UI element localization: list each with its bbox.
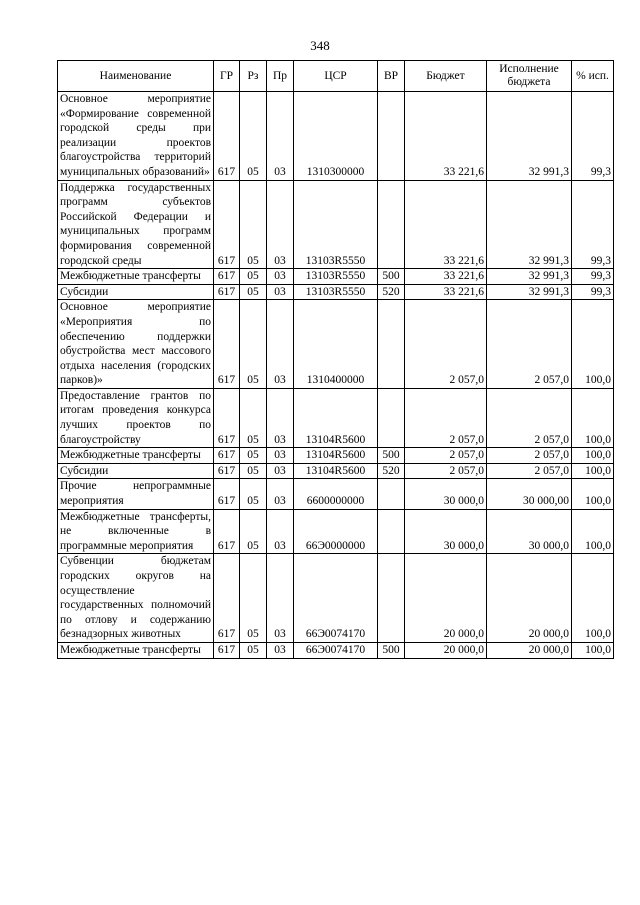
header-rz: Рз [240,61,267,92]
cell-csr: 13103R5550 [294,180,378,269]
cell-pr: 03 [267,448,294,464]
cell-budget: 33 221,6 [405,92,487,181]
cell-budget: 20 000,0 [405,642,487,658]
table-row [58,92,614,181]
cell-name: Основное мероприятие «Мероприятия по обеспечению поддержки обустройства мест массового отдыха населения (городских парков)» [58,300,214,389]
table-row [58,388,614,447]
cell-csr: 66Э0000000 [294,509,378,554]
cell-percent: 99,3 [572,269,614,285]
cell-name: Поддержка государственных программ субъектов Российской Федерации и муниципальных программ формирования современной городской среды [58,180,214,269]
table-row [58,448,614,464]
cell-gr: 617 [214,642,240,658]
cell-execution: 2 057,0 [487,448,572,464]
cell-vr [378,300,405,389]
cell-execution: 20 000,0 [487,554,572,643]
cell-budget: 2 057,0 [405,463,487,479]
cell-gr: 617 [214,284,240,300]
cell-pr: 03 [267,509,294,554]
cell-execution: 32 991,3 [487,92,572,181]
cell-name: Субсидии [58,284,214,300]
cell-budget: 30 000,0 [405,479,487,509]
cell-rz: 05 [240,300,267,389]
budget-table [57,60,614,659]
cell-vr: 500 [378,448,405,464]
cell-gr: 617 [214,554,240,643]
cell-percent: 100,0 [572,642,614,658]
cell-gr: 617 [214,509,240,554]
cell-name: Межбюджетные трансферты [58,269,214,285]
header-vr: ВР [378,61,405,92]
cell-pr: 03 [267,388,294,447]
cell-execution: 30 000,00 [487,479,572,509]
cell-csr: 13104R5600 [294,463,378,479]
cell-vr [378,554,405,643]
table-row [58,642,614,658]
cell-csr: 66Э0074170 [294,642,378,658]
cell-rz: 05 [240,180,267,269]
cell-rz: 05 [240,284,267,300]
cell-percent: 99,3 [572,284,614,300]
cell-csr: 1310400000 [294,300,378,389]
cell-vr [378,479,405,509]
cell-gr: 617 [214,92,240,181]
cell-name: Прочие непрограммные мероприятия [58,479,214,509]
cell-execution: 32 991,3 [487,269,572,285]
page-number: 348 [310,38,330,53]
cell-pr: 03 [267,284,294,300]
cell-gr: 617 [214,300,240,389]
cell-vr [378,388,405,447]
cell-budget: 30 000,0 [405,509,487,554]
cell-rz: 05 [240,554,267,643]
cell-pr: 03 [267,269,294,285]
cell-gr: 617 [214,180,240,269]
cell-percent: 99,3 [572,92,614,181]
cell-vr: 500 [378,269,405,285]
header-pr: Пр [267,61,294,92]
cell-rz: 05 [240,642,267,658]
cell-csr: 6600000000 [294,479,378,509]
cell-execution: 2 057,0 [487,463,572,479]
cell-gr: 617 [214,269,240,285]
header-gr: ГР [214,61,240,92]
cell-percent: 100,0 [572,388,614,447]
cell-rz: 05 [240,388,267,447]
cell-vr [378,180,405,269]
cell-percent: 100,0 [572,448,614,464]
cell-rz: 05 [240,463,267,479]
cell-csr: 1310300000 [294,92,378,181]
cell-vr: 520 [378,463,405,479]
cell-execution: 2 057,0 [487,388,572,447]
cell-pr: 03 [267,180,294,269]
cell-csr: 13104R5600 [294,448,378,464]
cell-gr: 617 [214,388,240,447]
cell-rz: 05 [240,448,267,464]
cell-percent: 100,0 [572,509,614,554]
table-body [58,92,614,659]
cell-name: Межбюджетные трансферты, не включенные в программные мероприятия [58,509,214,554]
cell-name: Межбюджетные трансферты [58,642,214,658]
cell-budget: 2 057,0 [405,300,487,389]
cell-gr: 617 [214,479,240,509]
cell-vr: 520 [378,284,405,300]
header-name: Наименование [58,61,214,92]
cell-name: Субсидии [58,463,214,479]
table-row [58,180,614,269]
header-csr: ЦСР [294,61,378,92]
cell-budget: 33 221,6 [405,180,487,269]
cell-vr [378,509,405,554]
cell-name: Предоставление грантов по итогам проведения конкурса лучших проектов по благоустройству [58,388,214,447]
table-row [58,479,614,509]
table-row [58,463,614,479]
cell-execution: 30 000,0 [487,509,572,554]
header-budget: Бюджет [405,61,487,92]
cell-pr: 03 [267,642,294,658]
cell-pr: 03 [267,300,294,389]
cell-execution: 20 000,0 [487,642,572,658]
cell-percent: 100,0 [572,463,614,479]
cell-name: Субвенции бюджетам городских округов на осуществление государственных полномочий по отлову и содержанию безнадзорных животных [58,554,214,643]
cell-gr: 617 [214,463,240,479]
cell-percent: 99,3 [572,180,614,269]
header-percent: % исп. [572,61,614,92]
cell-budget: 2 057,0 [405,388,487,447]
cell-percent: 100,0 [572,300,614,389]
cell-budget: 20 000,0 [405,554,487,643]
cell-csr: 66Э0074170 [294,554,378,643]
table-header-row [58,61,614,92]
cell-pr: 03 [267,479,294,509]
cell-rz: 05 [240,509,267,554]
table-row [58,554,614,643]
cell-vr [378,92,405,181]
cell-csr: 13104R5600 [294,388,378,447]
cell-percent: 100,0 [572,554,614,643]
cell-rz: 05 [240,92,267,181]
cell-rz: 05 [240,269,267,285]
cell-gr: 617 [214,448,240,464]
table-row [58,284,614,300]
cell-budget: 33 221,6 [405,284,487,300]
table-row [58,509,614,554]
cell-name: Межбюджетные трансферты [58,448,214,464]
header-execution: Исполнение бюджета [487,61,572,92]
cell-pr: 03 [267,463,294,479]
cell-pr: 03 [267,92,294,181]
cell-pr: 03 [267,554,294,643]
table-row [58,300,614,389]
cell-execution: 2 057,0 [487,300,572,389]
cell-budget: 33 221,6 [405,269,487,285]
cell-execution: 32 991,3 [487,180,572,269]
cell-execution: 32 991,3 [487,284,572,300]
cell-csr: 13103R5550 [294,269,378,285]
cell-csr: 13103R5550 [294,284,378,300]
cell-name: Основное мероприятие «Формирование современной городской среды при реализации проектов благоустройства территорий муниципальных образований» [58,92,214,181]
cell-percent: 100,0 [572,479,614,509]
table-row [58,269,614,285]
cell-rz: 05 [240,479,267,509]
cell-budget: 2 057,0 [405,448,487,464]
cell-vr: 500 [378,642,405,658]
